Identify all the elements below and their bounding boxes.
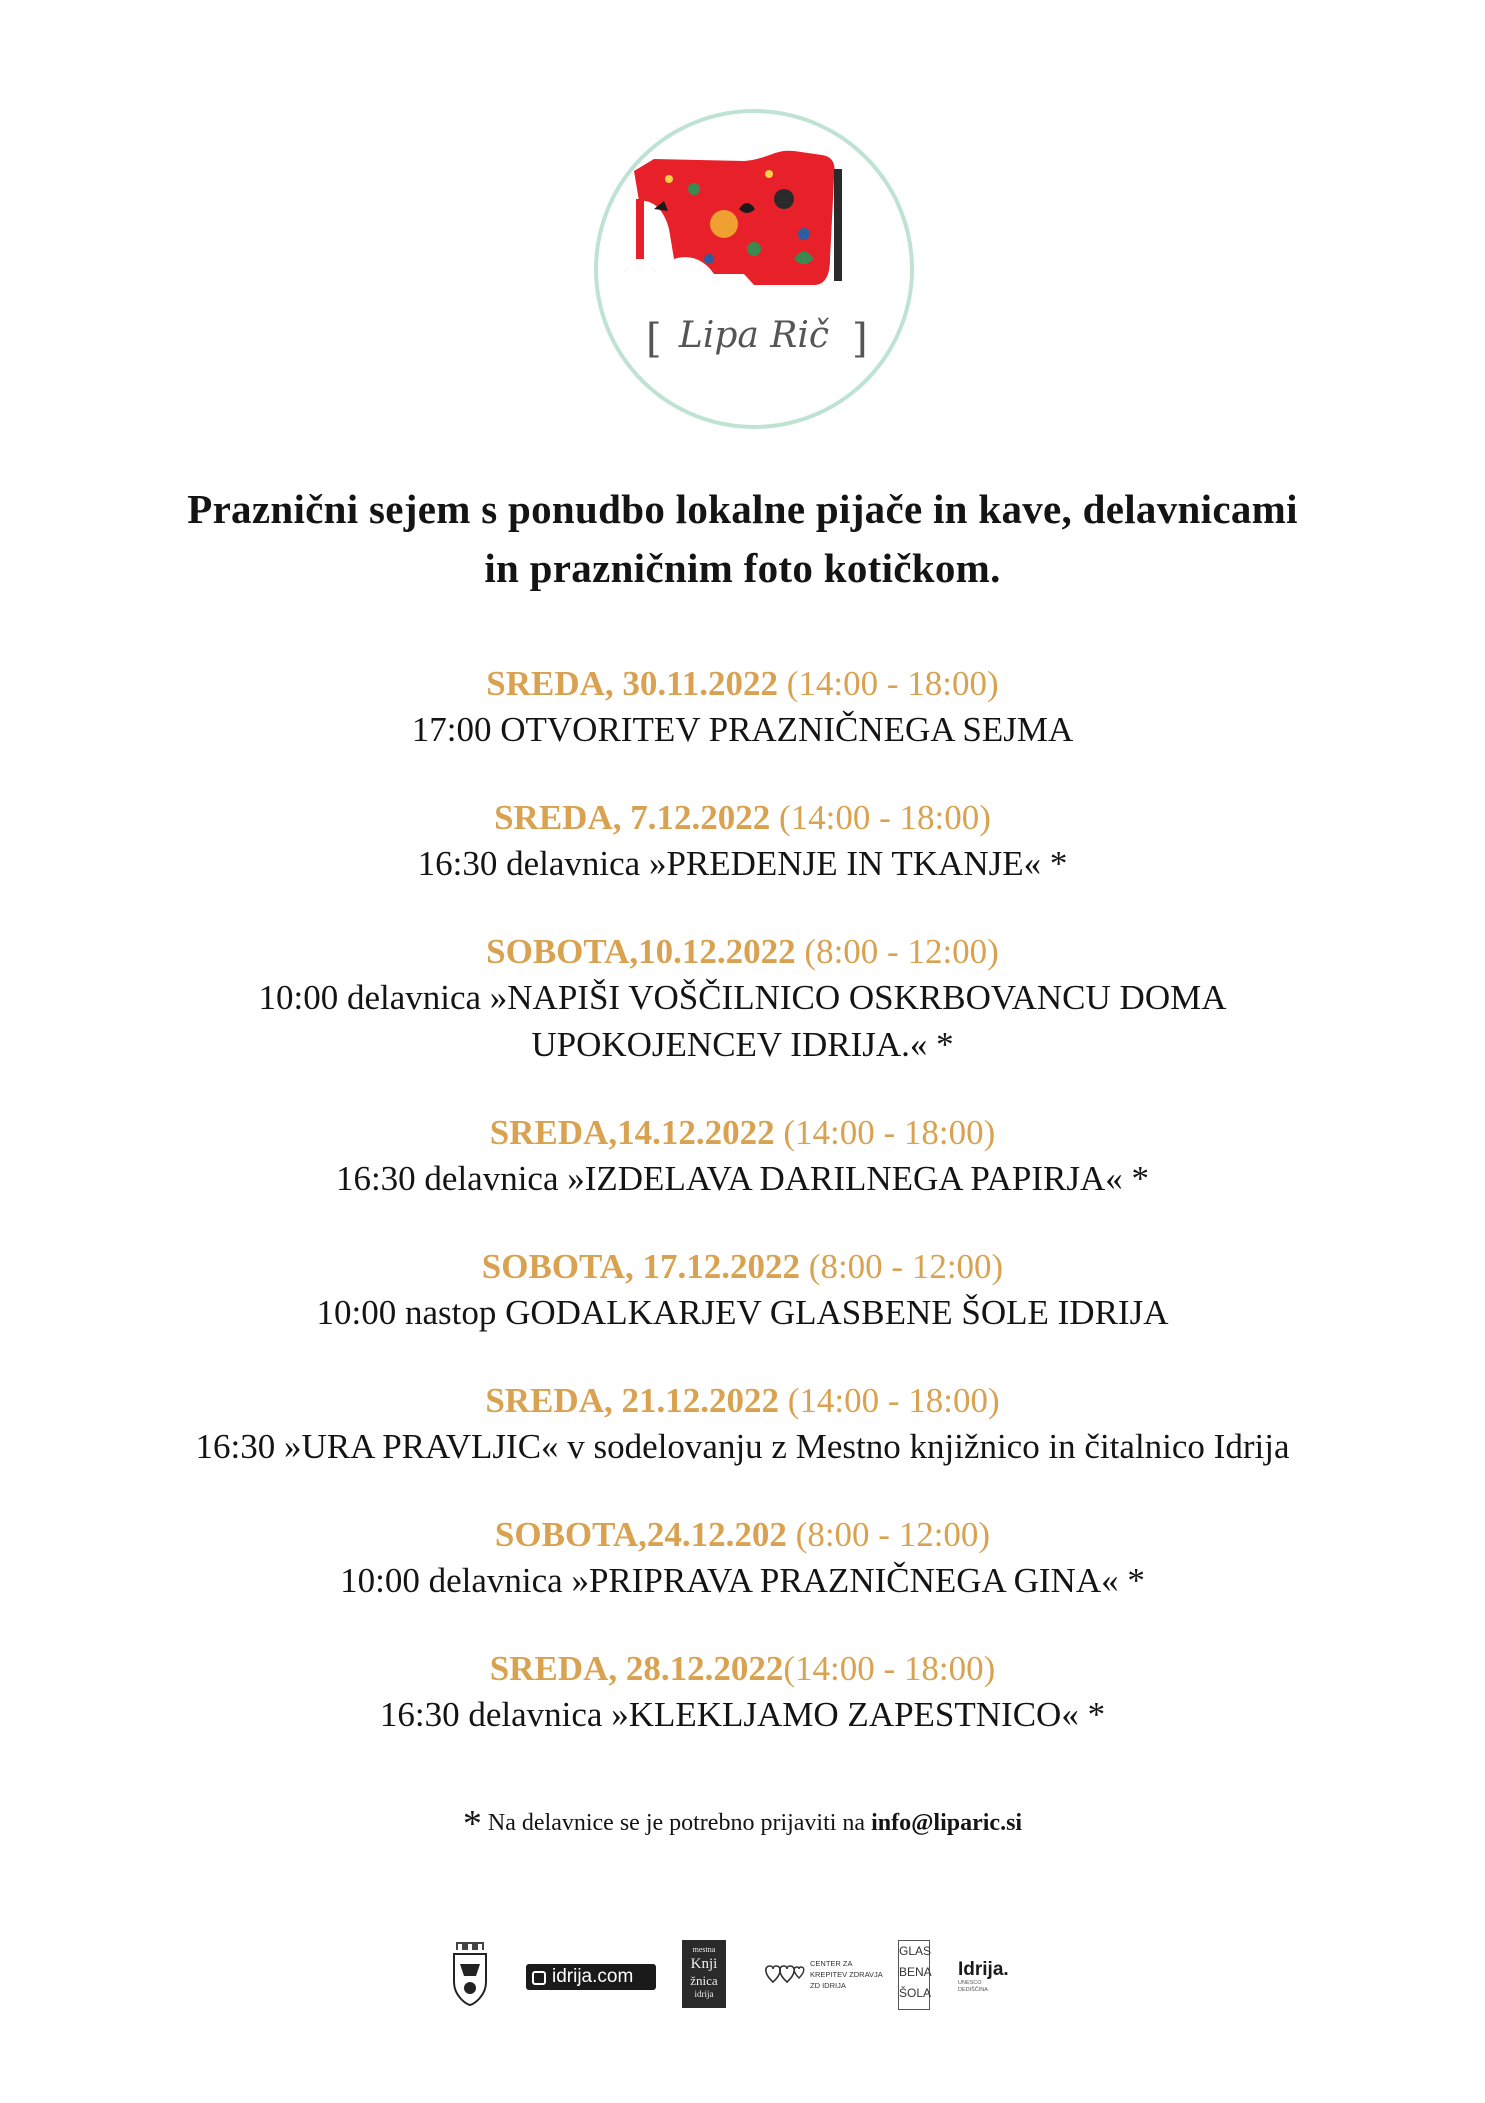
event-list [0,662,1485,1781]
sponsor-logos [450,1940,1050,2015]
logo-bracket-right: ] [852,316,868,362]
event-time: (14:00 - 18:00) [778,1381,1000,1420]
intro-line-2: in prazničnim foto kotičkom. [484,545,1001,591]
event-item [0,1379,1485,1470]
knjiznica-logo [682,1940,726,2008]
event-description: 10:00 delavnica »PRIPRAVA PRAZNIČNEGA GINA« * [340,1561,1145,1600]
czk-logo-text [810,1958,883,1991]
knjiznica-line-3: žnica [690,1973,718,1988]
sewing-machine-icon [594,109,914,429]
event-time: (14:00 - 18:00) [783,1649,996,1688]
event-date: SREDA, 28.12.2022 [489,1649,784,1688]
glasbena-line-3: ŠOLA [899,1986,932,2000]
knjiznica-line-2: Knji [690,1956,718,1972]
idrija-brand-logo [958,1960,1009,1994]
event-date-line [0,1379,1485,1423]
event-time: (8:00 - 12:00) [800,1247,1004,1286]
idrija-com-text: idrija.com [552,1966,634,1987]
event-item [0,1647,1485,1738]
event-date: SREDA, 7.12.2022 [494,798,771,837]
event-description: UPOKOJENCEV IDRIJA.« * [531,1025,954,1064]
event-date-line [0,1513,1485,1557]
event-date: SOBOTA,10.12.2022 [486,932,796,971]
glasbena-line-2: BENA [899,1965,932,1979]
event-date-line [0,1245,1485,1289]
logo-wordmark: Lipa Rič [678,315,830,356]
event-time: (14:00 - 18:00) [770,798,991,837]
event-item [0,662,1485,753]
event-date-line [0,1111,1485,1155]
event-date: SOBOTA,24.12.202 [494,1515,787,1554]
idrija-brand-sub-2: DEDIŠČINA [958,1987,988,1993]
event-date-line [0,796,1485,840]
event-date-line [0,662,1485,706]
event-description: 17:00 OTVORITEV PRAZNIČNEGA SEJMA [411,710,1074,749]
event-date: SREDA, 30.11.2022 [486,664,779,703]
event-time: (14:00 - 18:00) [774,1113,996,1152]
event-time: (8:00 - 12:00) [786,1515,991,1554]
glasbena-line-1: GLAS [899,1944,932,1958]
idrija-brand-sub-1: UNESCO [958,1980,982,1986]
event-date: SOBOTA, 17.12.2022 [481,1247,801,1286]
note-email[interactable]: info@liparic.si [871,1810,1023,1836]
lipa-ric-logo [594,109,914,429]
registration-note [0,1802,1485,1846]
czk-line-3: ZD IDRIJA [810,1981,846,1990]
hearts-icon [762,1958,806,1988]
event-date-line [0,930,1485,974]
note-text: Na delavnice se je potrebno prijaviti na [487,1810,872,1836]
event-description: 10:00 delavnica »NAPIŠI VOŠČILNICO OSKRBOVANCU DOMA [258,978,1227,1017]
knjiznica-line-4: idrija [694,1989,714,1999]
event-date: SREDA, 21.12.2022 [485,1381,779,1420]
intro-heading [0,480,1485,598]
idrija-com-logo [526,1964,656,1990]
intro-line-1: Praznični sejem s ponudbo lokalne pijače in kave, delavnicami [187,486,1298,532]
idrija-brand-text: Idrija. [958,1959,1009,1980]
event-item [0,796,1485,887]
event-item [0,1245,1485,1336]
event-item [0,1111,1485,1202]
logo-bracket-left: [ [646,316,662,362]
event-date-line [0,1647,1485,1691]
czk-line-2: KREPITEV ZDRAVJA [810,1970,883,1979]
note-asterisk: * [462,1803,482,1845]
event-description: 16:30 delavnica »PREDENJE IN TKANJE« * [417,844,1068,883]
event-time: (8:00 - 12:00) [795,932,999,971]
glasbena-sola-logo [898,1940,930,2010]
event-description: 16:30 delavnica »KLEKLJAMO ZAPESTNICO« * [379,1695,1106,1734]
idrija-coat-of-arms-icon [450,1942,490,2006]
event-description: 16:30 delavnica »IZDELAVA DARILNEGA PAPIRJA« * [335,1159,1150,1198]
event-description: 16:30 »URA PRAVLJIC« v sodelovanju z Mestno knjižnico in čitalnico Idrija [195,1427,1290,1466]
event-description: 10:00 nastop GODALKARJEV GLASBENE ŠOLE IDRIJA [316,1293,1169,1332]
event-time: (14:00 - 18:00) [778,664,999,703]
event-date: SREDA,14.12.2022 [489,1113,775,1152]
czk-line-1: CENTER ZA [810,1959,853,1968]
event-item [0,930,1485,1068]
idrija-com-icon [532,1971,546,1985]
knjiznica-line-1: mestna [692,1945,716,1954]
event-item [0,1513,1485,1604]
